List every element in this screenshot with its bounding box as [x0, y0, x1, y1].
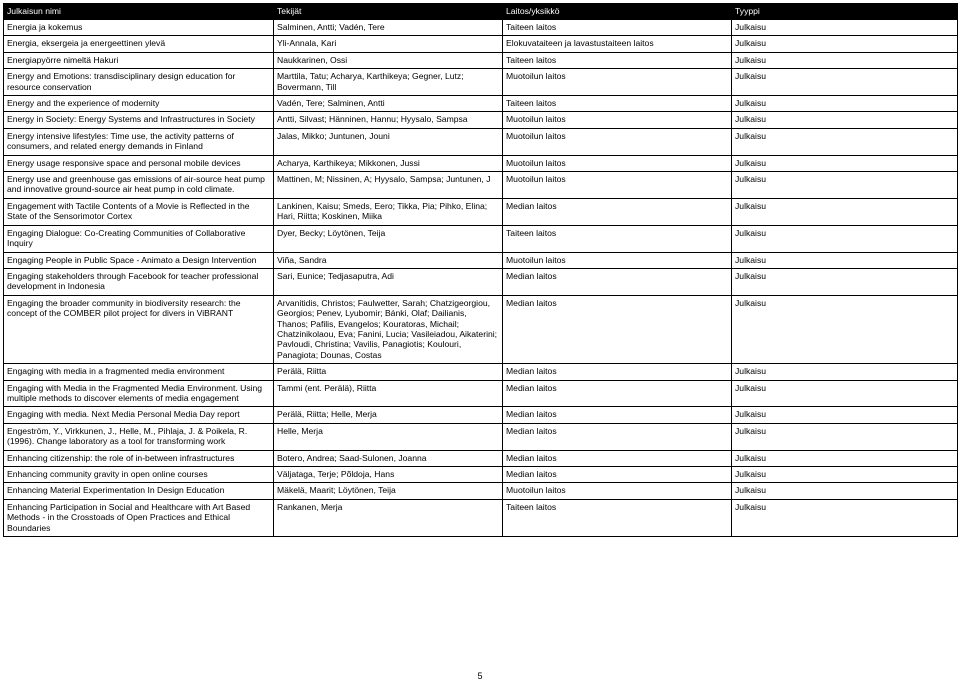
cell-authors: Tammi (ent. Perälä), Riitta [274, 380, 503, 407]
table-row [4, 198, 958, 225]
cell-title: Engaging stakeholders through Facebook for teacher professional development in Indonesia [4, 268, 274, 295]
header-department: Laitos/yksikkö [503, 4, 732, 20]
cell-title: Engaging with media in a fragmented media environment [4, 364, 274, 380]
table-row [4, 450, 958, 466]
cell-department: Muotoilun laitos [503, 155, 732, 171]
cell-department: Muotoilun laitos [503, 69, 732, 96]
cell-title: Energy in Society: Energy Systems and Infrastructures in Society [4, 112, 274, 128]
cell-authors: Acharya, Karthikeya; Mikkonen, Jussi [274, 155, 503, 171]
cell-department: Taiteen laitos [503, 499, 732, 536]
cell-type: Julkaisu [732, 69, 958, 96]
table-row [4, 467, 958, 483]
table-row [4, 380, 958, 407]
table-row [4, 112, 958, 128]
cell-type: Julkaisu [732, 225, 958, 252]
cell-authors: Salminen, Antti; Vadén, Tere [274, 20, 503, 36]
publications-table [3, 3, 958, 537]
cell-department: Muotoilun laitos [503, 483, 732, 499]
table-row [4, 172, 958, 199]
header-authors: Tekijät [274, 4, 503, 20]
cell-authors: Dyer, Becky; Löytönen, Teija [274, 225, 503, 252]
table-row [4, 225, 958, 252]
table-row [4, 499, 958, 536]
cell-authors: Mattinen, M; Nissinen, A; Hyysalo, Sampsa; Juntunen, J [274, 172, 503, 199]
cell-type: Julkaisu [732, 112, 958, 128]
cell-type: Julkaisu [732, 20, 958, 36]
cell-authors: Helle, Merja [274, 423, 503, 450]
cell-title: Engaging with Media in the Fragmented Media Environment. Using multiple methods to discover elements of media engagement [4, 380, 274, 407]
table-row [4, 128, 958, 155]
cell-title: Energy use and greenhouse gas emissions of air-source heat pump and innovative ground-source air heat pump in cold climate. [4, 172, 274, 199]
cell-authors: Viña, Sandra [274, 252, 503, 268]
cell-department: Taiteen laitos [503, 225, 732, 252]
table-body [4, 20, 958, 537]
cell-type: Julkaisu [732, 423, 958, 450]
cell-department: Muotoilun laitos [503, 252, 732, 268]
cell-title: Energia ja kokemus [4, 20, 274, 36]
cell-authors: Lankinen, Kaisu; Smeds, Eero; Tikka, Pia; Pihko, Elina; Hari, Riitta; Koskinen, Miika [274, 198, 503, 225]
header-title: Julkaisun nimi [4, 4, 274, 20]
cell-department: Muotoilun laitos [503, 128, 732, 155]
cell-title: Engaging People in Public Space - Animato a Design Intervention [4, 252, 274, 268]
cell-type: Julkaisu [732, 198, 958, 225]
table-row [4, 407, 958, 423]
cell-authors: Rankanen, Merja [274, 499, 503, 536]
cell-title: Energiapyörre nimeltä Hakuri [4, 52, 274, 68]
cell-title: Engeström, Y., Virkkunen, J., Helle, M., Pihlaja, J. & Poikela, R. (1996). Change laboratory as a tool for transforming work [4, 423, 274, 450]
table-row [4, 483, 958, 499]
cell-type: Julkaisu [732, 96, 958, 112]
table-row [4, 20, 958, 36]
cell-department: Taiteen laitos [503, 52, 732, 68]
cell-title: Engagement with Tactile Contents of a Movie is Reflected in the State of the Sensorimotor Cortex [4, 198, 274, 225]
cell-authors: Vadén, Tere; Salminen, Antti [274, 96, 503, 112]
cell-type: Julkaisu [732, 172, 958, 199]
cell-authors: Mäkelä, Maarit; Löytönen, Teija [274, 483, 503, 499]
cell-department: Taiteen laitos [503, 20, 732, 36]
cell-type: Julkaisu [732, 252, 958, 268]
cell-type: Julkaisu [732, 36, 958, 52]
cell-department: Median laitos [503, 364, 732, 380]
cell-type: Julkaisu [732, 155, 958, 171]
header-type: Tyyppi [732, 4, 958, 20]
cell-title: Enhancing Participation in Social and Healthcare with Art Based Methods - in the Crosstoads of Open Practices and Ethical Boundaries [4, 499, 274, 536]
table-row [4, 36, 958, 52]
cell-authors: Antti, Silvast; Hänninen, Hannu; Hyysalo, Sampsa [274, 112, 503, 128]
cell-department: Median laitos [503, 423, 732, 450]
cell-type: Julkaisu [732, 450, 958, 466]
cell-type: Julkaisu [732, 128, 958, 155]
cell-authors: Botero, Andrea; Saad-Sulonen, Joanna [274, 450, 503, 466]
cell-department: Median laitos [503, 380, 732, 407]
cell-type: Julkaisu [732, 364, 958, 380]
cell-authors: Yli-Annala, Kari [274, 36, 503, 52]
cell-type: Julkaisu [732, 268, 958, 295]
cell-title: Engaging Dialogue: Co-Creating Communities of Collaborative Inquiry [4, 225, 274, 252]
cell-department: Elokuvataiteen ja lavastustaiteen laitos [503, 36, 732, 52]
cell-authors: Marttila, Tatu; Acharya, Karthikeya; Gegner, Lutz; Bovermann, Till [274, 69, 503, 96]
cell-title: Energy usage responsive space and personal mobile devices [4, 155, 274, 171]
cell-title: Enhancing Material Experimentation In Design Education [4, 483, 274, 499]
cell-department: Median laitos [503, 467, 732, 483]
cell-department: Median laitos [503, 407, 732, 423]
cell-authors: Väljataga, Terje; Põldoja, Hans [274, 467, 503, 483]
table-row [4, 96, 958, 112]
cell-title: Engaging with media. Next Media Personal Media Day report [4, 407, 274, 423]
cell-title: Enhancing citizenship: the role of in-between infrastructures [4, 450, 274, 466]
cell-type: Julkaisu [732, 467, 958, 483]
cell-type: Julkaisu [732, 483, 958, 499]
cell-authors: Jalas, Mikko; Juntunen, Jouni [274, 128, 503, 155]
cell-title: Enhancing community gravity in open online courses [4, 467, 274, 483]
cell-title: Engaging the broader community in biodiversity research: the concept of the COMBER pilot project for divers in ViBRANT [4, 295, 274, 363]
cell-type: Julkaisu [732, 499, 958, 536]
cell-department: Median laitos [503, 450, 732, 466]
cell-authors: Perälä, Riitta; Helle, Merja [274, 407, 503, 423]
cell-type: Julkaisu [732, 380, 958, 407]
cell-authors: Naukkarinen, Ossi [274, 52, 503, 68]
cell-title: Energy and Emotions: transdisciplinary design education for resource conservation [4, 69, 274, 96]
table-row [4, 423, 958, 450]
table-row [4, 52, 958, 68]
table-row [4, 69, 958, 96]
cell-department: Median laitos [503, 295, 732, 363]
table-header-row [4, 4, 958, 20]
cell-type: Julkaisu [732, 52, 958, 68]
table-row [4, 364, 958, 380]
cell-type: Julkaisu [732, 295, 958, 363]
table-row [4, 295, 958, 363]
cell-authors: Perälä, Riitta [274, 364, 503, 380]
table-row [4, 252, 958, 268]
cell-department: Taiteen laitos [503, 96, 732, 112]
cell-department: Median laitos [503, 268, 732, 295]
cell-authors: Arvanitidis, Christos; Faulwetter, Sarah; Chatzigeorgiou, Georgios; Penev, Lyubomir; Bánki, Olaf; Dailianis, Thanos; Pafilis, Evangelos; Kouratoras, Michail; Chatzinikolaou, Eva; Fanini, Lucia; Vasileiadou, Aikaterini; Pavloudi, Christina; Vavilis, Panagiotis; Koulouri, Panagiota; Dounas, Costas [274, 295, 503, 363]
table-row [4, 268, 958, 295]
cell-authors: Sari, Eunice; Tedjasaputra, Adi [274, 268, 503, 295]
cell-title: Energy intensive lifestyles: Time use, the activity patterns of consumers, and related energy demands in Finland [4, 128, 274, 155]
table-row [4, 155, 958, 171]
cell-type: Julkaisu [732, 407, 958, 423]
page-number: 5 [477, 671, 483, 681]
cell-department: Muotoilun laitos [503, 112, 732, 128]
cell-department: Muotoilun laitos [503, 172, 732, 199]
cell-title: Energia, eksergeia ja energeettinen ylevä [4, 36, 274, 52]
cell-department: Median laitos [503, 198, 732, 225]
cell-title: Energy and the experience of modernity [4, 96, 274, 112]
